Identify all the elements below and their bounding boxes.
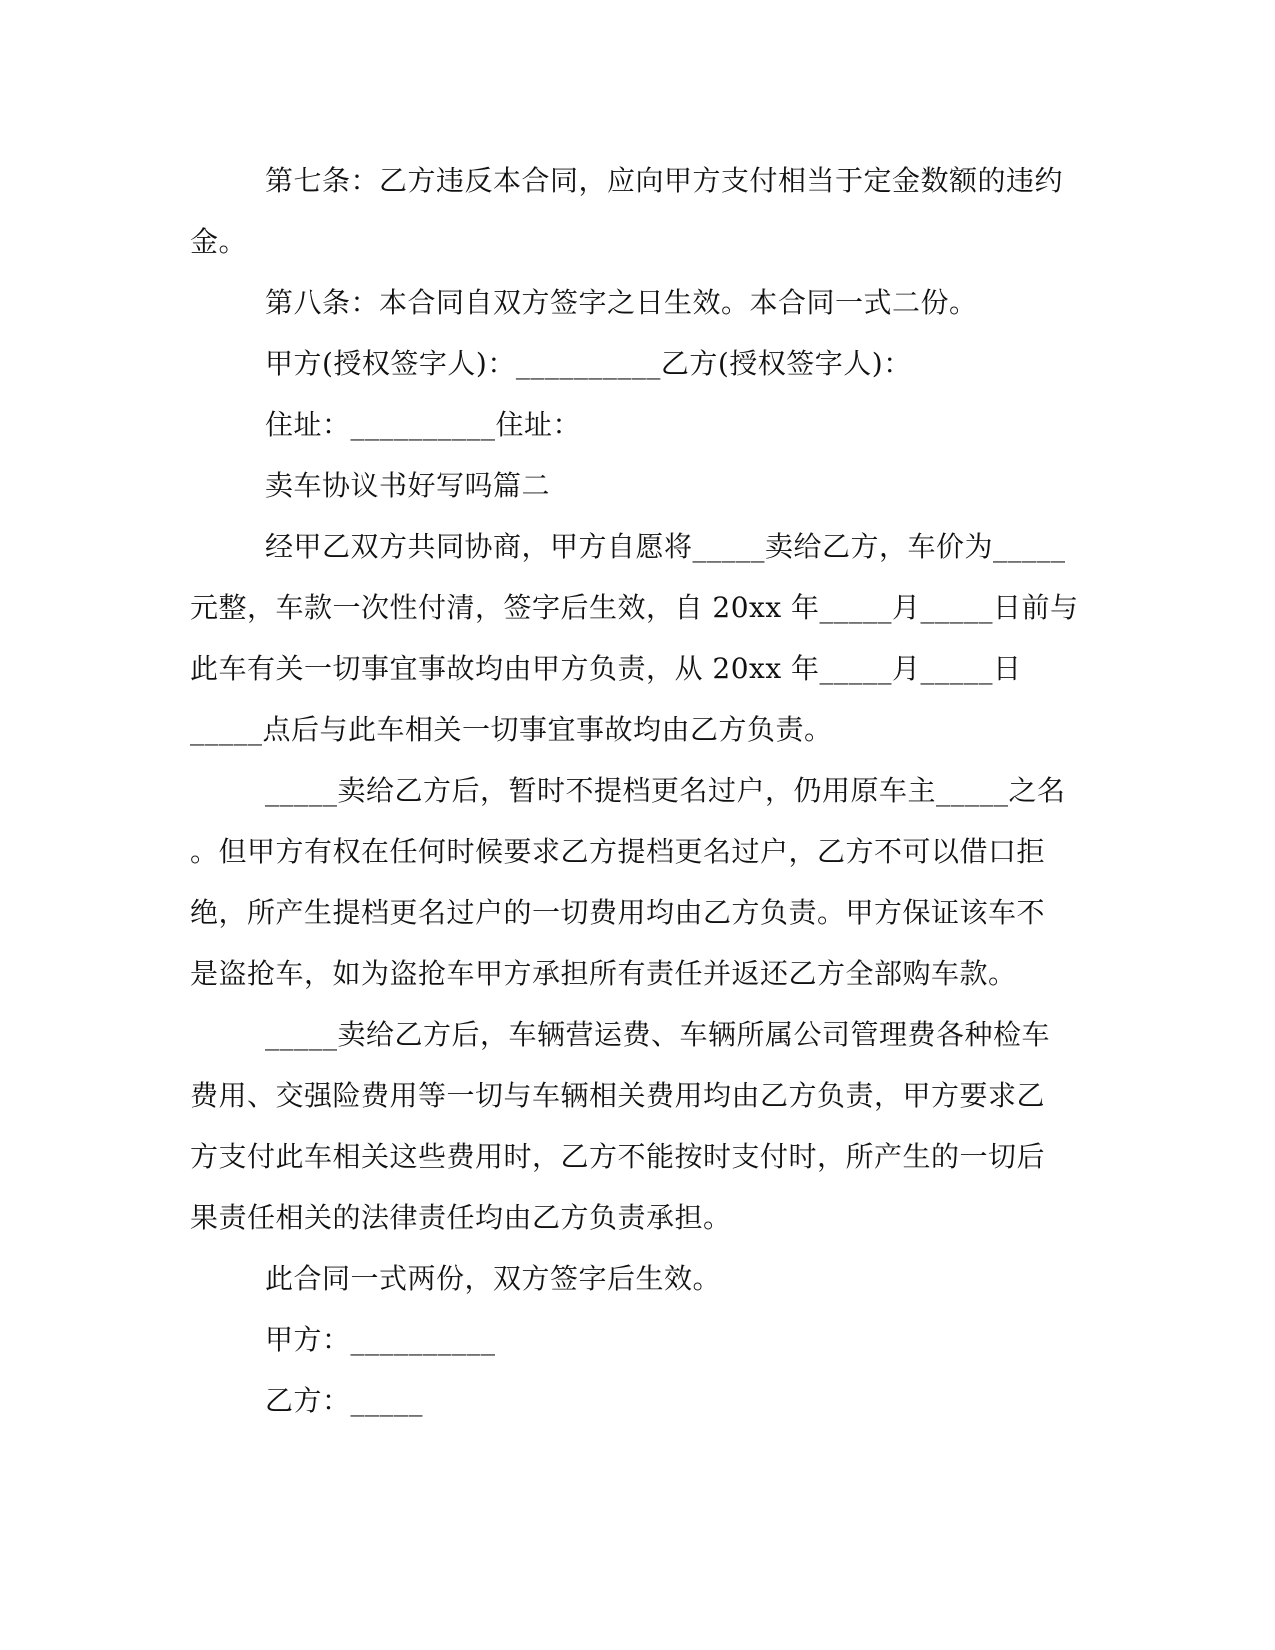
text-line: 此车有关一切事宜事故均由甲方负责，从 20xx 年_____月_____日 — [190, 652, 1022, 685]
text-line: _____点后与此车相关一切事宜事故均由乙方负责。 — [190, 713, 833, 746]
text-line: 第七条：乙方违反本合同，应向甲方支付相当于定金数额的违约 — [265, 164, 1064, 197]
document-body — [190, 150, 1080, 1431]
text-line: 卖车协议书好写吗篇二 — [265, 469, 551, 502]
text-line: 甲方(授权签字人)：__________乙方(授权签字人)： — [265, 347, 912, 380]
text-line: 住址：__________住址： — [265, 408, 582, 441]
text-line: _____卖给乙方后，车辆营运费、车辆所属公司管理费各种检车 — [265, 1018, 1051, 1051]
text-line: 果责任相关的法律责任均由乙方负责承担。 — [190, 1201, 732, 1234]
text-line: 方支付此车相关这些费用时，乙方不能按时支付时，所产生的一切后 — [190, 1140, 1046, 1173]
text-line: 费用、交强险费用等一切与车辆相关费用均由乙方负责，甲方要求乙 — [190, 1079, 1046, 1112]
text-line: 经甲乙双方共同协商，甲方自愿将_____卖给乙方，车价为_____ — [265, 530, 1066, 563]
text-line: 甲方：__________ — [265, 1323, 496, 1356]
text-line: _____卖给乙方后，暂时不提档更名过户，仍用原车主_____之名 — [265, 774, 1066, 807]
text-line: 元整，车款一次性付清，签字后生效，自 20xx 年_____月_____日前与 — [190, 591, 1079, 624]
text-line: 乙方：_____ — [265, 1384, 424, 1417]
text-line: 此合同一式两份，双方签字后生效。 — [265, 1262, 722, 1295]
text-line: 绝，所产生提档更名过户的一切费用均由乙方负责。甲方保证该车不 — [190, 896, 1046, 929]
text-line: 第八条：本合同自双方签字之日生效。本合同一式二份。 — [265, 286, 978, 319]
text-line: 。但甲方有权在任何时候要求乙方提档更名过户，乙方不可以借口拒 — [190, 835, 1046, 868]
text-line: 金。 — [190, 225, 248, 258]
text-line: 是盗抢车，如为盗抢车甲方承担所有责任并返还乙方全部购车款。 — [190, 957, 1017, 990]
